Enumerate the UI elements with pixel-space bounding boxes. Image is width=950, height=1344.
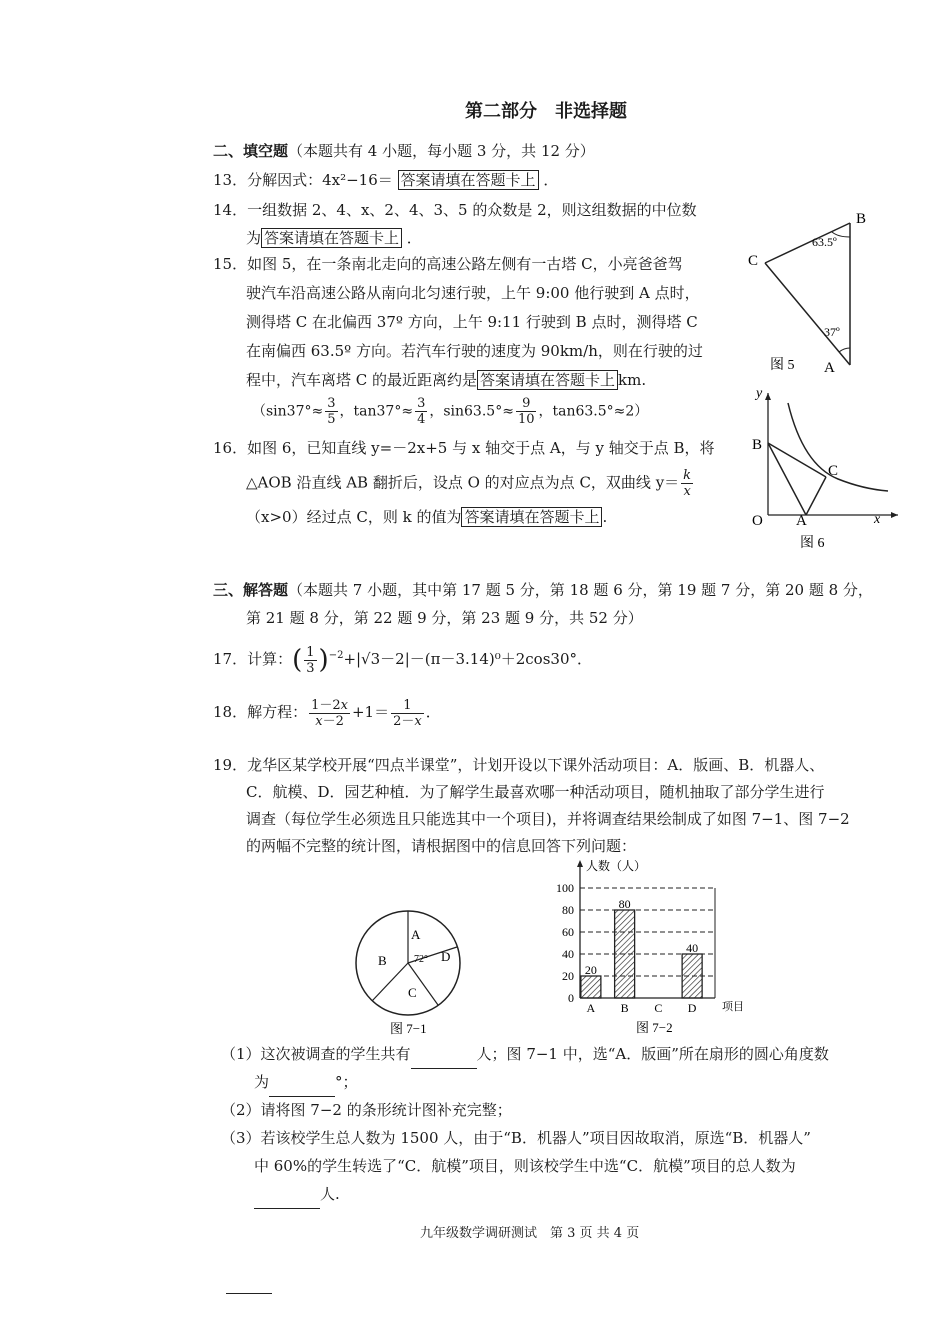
section2-note: （本题共有 4 小题，每小题 3 分，共 12 分） xyxy=(288,142,595,160)
fraction-3-5: $\frac{3}{5}$ xyxy=(327,396,336,427)
answer-blank xyxy=(254,1180,320,1209)
fraction-3-4: $\frac{3}{4}$ xyxy=(417,396,426,427)
fig6-label-b: B xyxy=(752,437,763,453)
answer-box: 答案请填在答题卡上 xyxy=(477,370,618,390)
pie-label-d: D xyxy=(441,949,451,964)
q15-text: 程中，汽车离塔 C 的最近距离约是 xyxy=(246,371,478,389)
fraction-1-3: $\frac{1}{3}$ xyxy=(306,644,315,676)
page-footer: 九年级数学调研测试 第 3 页 共 4 页 xyxy=(420,1226,640,1241)
q15-line3: 测得塔 C 在北偏西 37º 方向，上午 9:11 行驶到 B 点时，测得塔 C xyxy=(246,313,698,331)
sub3-line3 xyxy=(254,1180,340,1209)
data-label-B: 80 xyxy=(618,897,631,911)
fraction-q18-right: $\frac{1}{2-x}$ xyxy=(393,697,422,729)
pie-figure-7-1 xyxy=(350,905,470,1040)
hint-sin37: （sin37°≈ xyxy=(252,403,324,420)
section3-note-1: （本题共 7 小题，其中第 17 题 5 分，第 18 题 6 分，第 19 题 7 分，第 20 题 8 分， xyxy=(288,581,873,599)
q16-line1: 16．如图 6，已知直线 y=－2x+5 与 x 轴交于点 A，与 y 轴交于点 B，将 xyxy=(213,439,715,457)
sub3-line1: （3）若该校学生总人数为 1500 人，由于“B．机器人”项目因故取消，原选“B．机器人” xyxy=(221,1129,811,1147)
y-tick-label: 20 xyxy=(562,969,574,983)
q19-line3: 调查（每位学生必须选且只能选其中一个项目)，并将调查结果绘制成了如图 7−1、图 7−2 xyxy=(246,810,850,828)
sub1-text-b: 人；图 7−1 中，选“A．版画”所在扇形的圆心角度数 xyxy=(476,1045,829,1063)
y-tick-label: 80 xyxy=(562,903,574,917)
fig6-label-c: C xyxy=(828,463,839,479)
q17-label: 17．计算： xyxy=(213,650,293,668)
fig6-x-label: x xyxy=(874,512,881,527)
answer-box: 答案请填在答题卡上 xyxy=(261,228,402,248)
q15-line5 xyxy=(246,366,646,394)
q13-text: 13．分解因式：4x²−16＝ xyxy=(213,171,393,189)
fig6-caption: 图 6 xyxy=(800,536,825,551)
fig5-label-a: A xyxy=(824,360,835,375)
q13: 13．分解因式：4x²−16＝ 答案请填在答题卡上 ． xyxy=(213,171,559,189)
answer-blank xyxy=(411,1040,477,1069)
x-tick-label: A xyxy=(586,1001,596,1015)
y-tick-label: 60 xyxy=(562,925,574,939)
pie-caption: 图 7−1 xyxy=(390,1021,427,1036)
y-tick-label: 40 xyxy=(562,947,574,961)
y-tick-label: 0 xyxy=(568,991,574,1005)
q16-line2 xyxy=(246,468,695,499)
part-title: 第二部分 非选择题 xyxy=(465,101,627,122)
sub1-text-a: （1）这次被调查的学生共有 xyxy=(221,1045,411,1063)
q18-label: 18．解方程： xyxy=(213,703,308,721)
fig5-angle-a: 37º xyxy=(824,325,840,339)
figure-6 xyxy=(748,385,908,555)
q15-line2: 驶汽车沿高速公路从南向北匀速行驶，上午 9:00 他行驶到 A 点时， xyxy=(246,284,700,302)
q18: 18．解方程： $\frac{1-2x}{x-2}$ +1＝ $\frac{1}{2-x}$ ． xyxy=(213,697,441,729)
bar-marks xyxy=(581,897,702,1015)
paren-close: ) xyxy=(318,645,329,675)
sub1-line2 xyxy=(254,1068,358,1097)
x-tick-label: B xyxy=(620,1001,629,1015)
pie-label-c: C xyxy=(408,985,417,1000)
q16-text: （x>0）经过点 C，则 k 的值为 xyxy=(246,508,462,526)
answer-blank xyxy=(269,1068,335,1097)
bar-A xyxy=(581,976,601,998)
paren-open: ( xyxy=(292,645,303,675)
bar-chart-7-2 xyxy=(540,852,770,1042)
fig5-label-b: B xyxy=(856,211,867,227)
section3-title: 三、解答题 xyxy=(213,581,289,599)
sub1-line1 xyxy=(221,1040,829,1069)
q18-expression: +1＝ xyxy=(351,703,390,721)
section2-heading xyxy=(213,137,595,165)
hint-tan63: ，tan63.5°≈2） xyxy=(538,403,649,420)
sub3-text-c: 人. xyxy=(320,1185,340,1203)
fig5-caption: 图 5 xyxy=(770,358,795,373)
q15-line4: 在南偏西 63.5º 方向。若汽车行驶的速度为 90km/h，则在行驶的过 xyxy=(246,342,703,360)
bottom-rule xyxy=(226,1293,272,1294)
y-tick-label: 100 xyxy=(556,881,574,895)
fig6-label-a: A xyxy=(796,513,807,529)
fig5-angle-b: 63.5º xyxy=(812,235,837,249)
sub3-line2: 中 60%的学生转选了“C．航模”项目，则该校学生中选“C．航模”项目的总人数为 xyxy=(254,1157,796,1175)
fig6-y-label: y xyxy=(756,386,763,401)
bar-caption: 图 7−2 xyxy=(636,1020,673,1035)
bar-B xyxy=(615,910,635,998)
data-label-A: 20 xyxy=(584,963,597,977)
hint-tan37: ，tan37°≈ xyxy=(339,403,414,420)
pie-angle: 72° xyxy=(414,954,428,965)
q17 xyxy=(213,638,592,678)
sub1-text-c: 为 xyxy=(254,1073,270,1091)
q16-text: △AOB 沿直线 AB 翻折后，设点 O 的对应点为点 C，双曲线 y＝ xyxy=(246,473,680,492)
q15-unit: km. xyxy=(618,371,647,389)
y-axis-label: 人数（人） xyxy=(586,859,647,873)
answer-box: 答案请填在答题卡上 xyxy=(398,170,539,190)
x-tick-label: C xyxy=(654,1001,663,1015)
q17-expression: +|√3－2|－(π－3.14)⁰＋2cos30°． xyxy=(343,650,592,668)
q15-line1: 15．如图 5，在一条南北走向的高速公路左侧有一古塔 C，小亮爸爸驾 xyxy=(213,255,683,273)
bar-D xyxy=(682,954,702,998)
sub1-text-d: °； xyxy=(335,1073,358,1091)
sub2: （2）请将图 7−2 的条形统计图补充完整； xyxy=(221,1101,512,1119)
fraction-9-10: $\frac{9}{10}$ xyxy=(517,396,535,427)
data-label-D: 40 xyxy=(686,941,699,955)
figure-5 xyxy=(740,205,880,375)
hint-sin63: ，sin63.5°≈ xyxy=(429,403,514,420)
exponent: −2 xyxy=(328,650,344,661)
q14-prefix: 为 xyxy=(246,229,262,247)
fraction-q18-left: $\frac{1-2x}{x-2}$ xyxy=(311,697,348,729)
pie-label-b: B xyxy=(378,953,387,968)
fraction-k-x: $\frac{k}{x}$ xyxy=(683,468,692,499)
pie-label-a: A xyxy=(411,927,421,942)
q15-hint xyxy=(252,396,648,427)
q16-line3: （x>0）经过点 C，则 k 的值为 答案请填在答题卡上 . xyxy=(246,508,608,526)
q14-line2: 为 答案请填在答题卡上 ． xyxy=(246,229,422,247)
section3-note-2: 第 21 题 8 分，第 22 题 9 分，第 23 题 9 分，共 52 分） xyxy=(246,609,643,627)
section2-title: 二、填空题 xyxy=(213,142,289,160)
x-tick-label: D xyxy=(687,1001,697,1015)
section3-heading xyxy=(213,576,873,604)
q19-line1: 19．龙华区某学校开展“四点半课堂”，计划开设以下课外活动项目：A．版画、B．机器人、 xyxy=(213,756,825,774)
x-axis-label: 项目 xyxy=(722,1001,744,1013)
answer-box: 答案请填在答题卡上 xyxy=(461,507,602,527)
q14-line1: 14．一组数据 2、4、x、2、4、3、5 的众数是 2，则这组数据的中位数 xyxy=(213,201,697,219)
q19-line2: C．航模、D．园艺种植．为了解学生最喜欢哪一种活动项目，随机抽取了部分学生进行 xyxy=(246,783,825,801)
fig5-label-c: C xyxy=(748,253,759,269)
q19-line4: 的两幅不完整的统计图，请根据图中的信息回答下列问题： xyxy=(246,837,637,855)
fig6-label-o: O xyxy=(752,513,763,529)
